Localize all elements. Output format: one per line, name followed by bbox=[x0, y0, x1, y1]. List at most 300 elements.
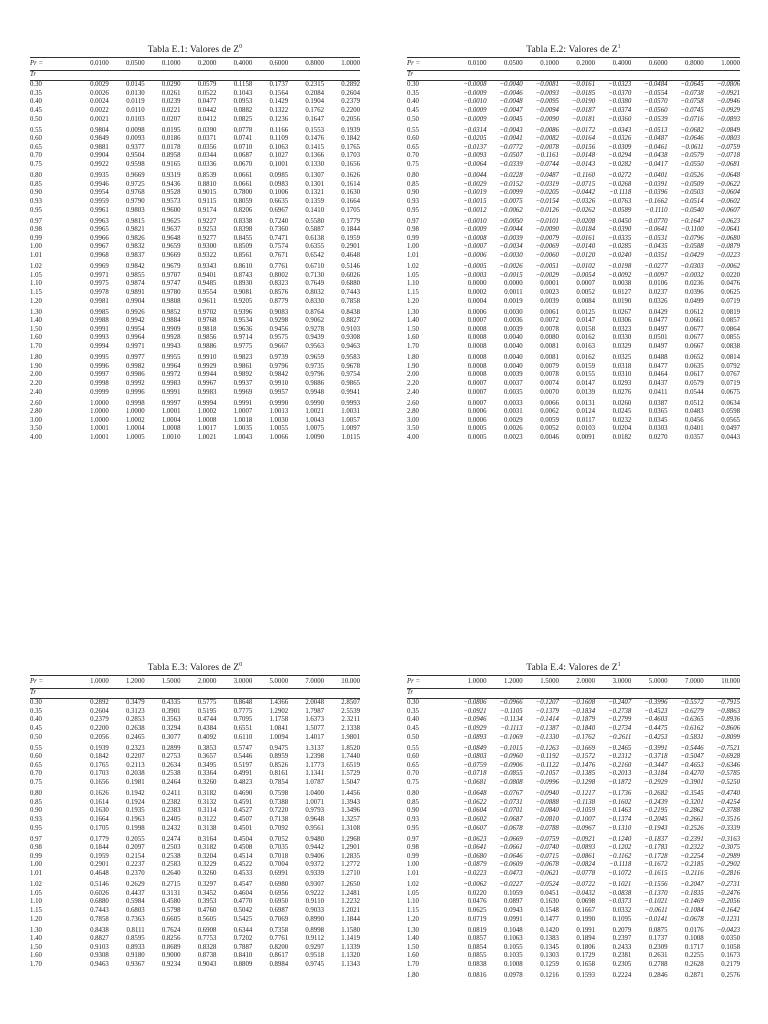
table-row bbox=[407, 907, 740, 916]
z-value-cell: 1.0002 bbox=[125, 416, 145, 424]
z-value-cell: 1.0071 bbox=[305, 798, 325, 806]
z-value-cell: 0.9165 bbox=[161, 161, 181, 169]
z-value-cell: 0.9554 bbox=[197, 288, 217, 296]
z-value-cell: 0.1729 bbox=[576, 952, 596, 960]
z-value-cell: 0.9892 bbox=[233, 371, 253, 379]
z-value-cell: 0.0195 bbox=[161, 126, 181, 134]
z-value-cell: 0.0270 bbox=[648, 434, 668, 442]
z-value-cell: 0.2538 bbox=[161, 770, 181, 778]
z-value-cell: 0.6110 bbox=[233, 733, 253, 741]
z-value-cell: −0.0314 bbox=[463, 126, 487, 134]
tr-value-cell: 0.65 bbox=[407, 143, 419, 151]
z-value-cell: 0.1548 bbox=[540, 906, 559, 914]
z-value-cell: 0.0026 bbox=[503, 425, 523, 433]
z-value-cell: 0.0007 bbox=[467, 317, 487, 325]
tr-spacer bbox=[486, 689, 522, 699]
z-value-cell: 0.2079 bbox=[612, 926, 632, 934]
z-value-cell: −0.0507 bbox=[499, 152, 523, 160]
z-value-cell: 0.7598 bbox=[269, 790, 289, 798]
z-value-cell: 0.0007 bbox=[467, 388, 487, 396]
z-value-cell: −0.3163 bbox=[716, 835, 740, 843]
z-value-cell: 0.1664 bbox=[90, 815, 109, 823]
z-value-cell: 1.3137 bbox=[305, 744, 325, 752]
z-value-cell: 0.7671 bbox=[269, 252, 289, 260]
z-value-cell: 0.2084 bbox=[305, 89, 325, 97]
z-value-cell: 1.0097 bbox=[341, 425, 360, 433]
z-value-cell: 0.9990 bbox=[305, 399, 325, 407]
z-value-cell: 0.0792 bbox=[721, 362, 740, 370]
z-value-cell: 0.0476 bbox=[721, 280, 740, 288]
tr-value-cell: 1.40 bbox=[407, 935, 419, 943]
table-row bbox=[407, 425, 740, 434]
z-value-cell: 0.2113 bbox=[126, 761, 145, 769]
z-value-cell: −0.1100 bbox=[680, 226, 704, 234]
z-value-cell: 0.0178 bbox=[161, 143, 181, 151]
table-row bbox=[407, 298, 740, 307]
z-value-cell: 0.0677 bbox=[685, 334, 704, 342]
z-value-cell: 0.9222 bbox=[305, 889, 325, 897]
z-value-cell: 0.1779 bbox=[90, 835, 109, 843]
z-value-cell: 0.9083 bbox=[269, 308, 289, 316]
z-value-cell: 0.2464 bbox=[161, 779, 181, 787]
z-value-cell: −0.2013 bbox=[608, 770, 632, 778]
table-row bbox=[30, 944, 360, 953]
z-value-cell: −0.0646 bbox=[499, 852, 523, 860]
z-value-cell: 0.1095 bbox=[612, 915, 632, 923]
tr-value-cell: 0.99 bbox=[30, 852, 42, 860]
z-value-cell: 0.9636 bbox=[233, 325, 253, 333]
z-value-cell: 0.2604 bbox=[341, 89, 360, 97]
z-value-cell: −0.0570 bbox=[644, 98, 668, 106]
tr-value-cell: 0.35 bbox=[30, 707, 42, 715]
z-value-cell: 0.9277 bbox=[197, 234, 217, 242]
z-value-cell: −0.0007 bbox=[463, 243, 487, 251]
z-value-cell: 0.0443 bbox=[721, 434, 740, 442]
z-value-cell: 0.4092 bbox=[197, 733, 217, 741]
z-value-cell: 0.9910 bbox=[197, 354, 217, 362]
tr-value-cell: 0.40 bbox=[407, 98, 419, 106]
table-row bbox=[407, 734, 740, 743]
z-value-cell: −0.0646 bbox=[680, 135, 704, 143]
z-value-cell: 0.0882 bbox=[233, 106, 253, 114]
z-value-cell: −0.0550 bbox=[680, 161, 704, 169]
tr-value-cell: 0.40 bbox=[30, 716, 42, 724]
pr-header-cell: 0.0500 bbox=[486, 58, 522, 71]
z-value-cell: 0.9659 bbox=[305, 354, 325, 362]
z-value-cell: 0.0080 bbox=[540, 334, 559, 342]
z-value-cell: 0.3132 bbox=[197, 798, 217, 806]
z-value-cell: 0.6980 bbox=[269, 881, 289, 889]
z-value-cell: 0.8648 bbox=[233, 699, 253, 707]
table-row bbox=[30, 289, 360, 298]
tr-value-cell: 1.05 bbox=[30, 889, 42, 897]
z-value-cell: 0.4648 bbox=[341, 252, 360, 260]
z-value-cell: −0.0009 bbox=[463, 115, 487, 123]
tr-value-cell: 1.90 bbox=[30, 362, 42, 370]
z-value-cell: 0.1844 bbox=[341, 226, 360, 234]
z-value-cell: 0.1043 bbox=[233, 89, 253, 97]
z-value-cell: 0.0652 bbox=[685, 354, 704, 362]
z-value-cell: 0.9971 bbox=[125, 343, 145, 351]
table-e3 bbox=[30, 675, 360, 970]
z-value-cell: 0.0040 bbox=[503, 334, 523, 342]
z-value-cell: −0.0223 bbox=[716, 252, 740, 260]
z-value-cell: 0.6542 bbox=[305, 252, 325, 260]
pr-header-cell: 0.8000 bbox=[288, 58, 324, 71]
z-value-cell: −0.0156 bbox=[571, 143, 596, 151]
z-value-cell: −0.0687 bbox=[499, 815, 523, 823]
z-value-cell: 0.1703 bbox=[341, 152, 360, 160]
table-row bbox=[407, 434, 740, 443]
z-value-cell: 0.9377 bbox=[125, 143, 145, 151]
z-value-cell: 0.3657 bbox=[197, 753, 217, 761]
tr-value-cell: 1.02 bbox=[407, 263, 419, 271]
z-value-cell: 0.3182 bbox=[197, 790, 217, 798]
z-value-cell: 0.3077 bbox=[161, 733, 181, 741]
z-value-cell: −0.0513 bbox=[644, 126, 668, 134]
z-value-cell: 1.0013 bbox=[269, 408, 289, 416]
z-value-cell: −0.2989 bbox=[716, 852, 740, 860]
z-value-cell: 0.9575 bbox=[269, 334, 289, 342]
z-value-cell: 0.9977 bbox=[125, 354, 145, 362]
z-value-cell: 1.0787 bbox=[305, 779, 325, 787]
z-value-cell: 0.9463 bbox=[341, 343, 360, 351]
z-value-cell: 0.0365 bbox=[648, 408, 668, 416]
z-value-cell: 0.8398 bbox=[233, 226, 253, 234]
z-value-cell: −0.0744 bbox=[535, 161, 559, 169]
z-value-cell: 0.7858 bbox=[90, 915, 109, 923]
z-value-cell: 0.9442 bbox=[305, 844, 325, 852]
z-value-cell: 0.1667 bbox=[576, 906, 596, 914]
z-value-cell: 0.0698 bbox=[576, 898, 596, 906]
z-value-cell: −0.0487 bbox=[644, 135, 668, 143]
z-value-cell: −0.1202 bbox=[608, 844, 632, 852]
z-value-cell: 0.7854 bbox=[269, 779, 289, 787]
z-value-cell: −0.0487 bbox=[535, 172, 559, 180]
z-value-cell: 0.0442 bbox=[197, 106, 217, 114]
z-value-cell: −0.0803 bbox=[716, 135, 740, 143]
z-value-cell: 0.9678 bbox=[341, 362, 360, 370]
table-row bbox=[30, 280, 360, 289]
z-value-cell: 0.1420 bbox=[540, 926, 559, 934]
z-value-cell: 0.2411 bbox=[162, 790, 181, 798]
z-value-cell: 0.0079 bbox=[540, 362, 559, 370]
z-value-cell: 0.9804 bbox=[90, 126, 109, 134]
z-value-cell: 0.7004 bbox=[269, 861, 289, 869]
pr-header-cell: 2.0000 bbox=[559, 676, 595, 689]
z-value-cell: −0.4740 bbox=[716, 790, 740, 798]
z-value-cell: 0.9679 bbox=[161, 263, 181, 271]
z-value-cell: 0.0033 bbox=[503, 399, 523, 407]
z-value-cell: 0.1564 bbox=[269, 89, 289, 97]
z-value-cell: 0.0093 bbox=[125, 135, 145, 143]
tr-value-cell: 2.60 bbox=[30, 399, 42, 407]
z-value-cell: −0.3991 bbox=[644, 744, 668, 752]
z-value-cell: 0.0411 bbox=[649, 388, 668, 396]
z-value-cell: −0.4270 bbox=[680, 770, 704, 778]
z-value-cell: 0.2224 bbox=[612, 972, 632, 980]
z-value-cell: 0.0687 bbox=[233, 152, 253, 160]
table-row bbox=[30, 389, 360, 398]
z-value-cell: 0.9300 bbox=[197, 243, 217, 251]
z-value-cell: −0.0120 bbox=[571, 252, 596, 260]
table-row bbox=[30, 425, 360, 434]
z-value-cell: 0.0062 bbox=[540, 408, 559, 416]
tr-value-cell: 0.99 bbox=[30, 234, 42, 242]
z-value-cell: −0.2734 bbox=[608, 724, 632, 732]
table-row bbox=[407, 243, 740, 252]
z-value-cell: 0.1166 bbox=[269, 126, 289, 134]
z-value-cell: 0.1303 bbox=[540, 952, 559, 960]
z-value-cell: 0.4527 bbox=[233, 807, 253, 815]
z-value-cell: 0.9985 bbox=[90, 308, 109, 316]
table-row bbox=[407, 898, 740, 907]
z-value-cell: 0.9563 bbox=[305, 343, 325, 351]
z-value-cell: −0.0946 bbox=[716, 98, 740, 106]
z-value-cell: 0.8764 bbox=[305, 308, 325, 316]
tr-value-cell: 1.50 bbox=[407, 325, 419, 333]
z-value-cell: 0.9852 bbox=[161, 308, 181, 316]
z-value-cell: 0.9964 bbox=[125, 334, 145, 342]
z-value-cell: 0.8827 bbox=[341, 317, 360, 325]
z-value-cell: 0.0008 bbox=[467, 362, 487, 370]
z-value-cell: 0.9941 bbox=[341, 388, 360, 396]
z-value-cell: 0.9998 bbox=[90, 379, 109, 387]
z-value-cell: −0.2185 bbox=[680, 861, 704, 869]
tr-value-cell: 1.10 bbox=[30, 898, 42, 906]
z-value-cell: 0.9961 bbox=[90, 206, 109, 214]
z-value-cell: 0.3123 bbox=[125, 707, 145, 715]
z-value-cell: 0.8617 bbox=[269, 952, 289, 960]
z-value-cell: 0.0239 bbox=[161, 98, 181, 106]
z-value-cell: −0.0921 bbox=[463, 707, 487, 715]
tr-value-cell: 1.10 bbox=[407, 898, 419, 906]
z-value-cell: 0.1006 bbox=[269, 189, 289, 197]
z-value-cell: 1.0000 bbox=[90, 408, 109, 416]
z-value-cell: −0.0622 bbox=[463, 798, 487, 806]
pr-header-cell: 3.0000 bbox=[216, 676, 252, 689]
z-value-cell: −0.0030 bbox=[499, 252, 523, 260]
z-value-cell: 0.5042 bbox=[233, 906, 253, 914]
z-value-cell: 0.0816 bbox=[467, 972, 487, 980]
table-row bbox=[407, 725, 740, 734]
z-value-cell: 0.9965 bbox=[90, 226, 109, 234]
z-value-cell: 0.0857 bbox=[467, 935, 487, 943]
z-value-cell: 0.1842 bbox=[90, 753, 109, 761]
z-value-cell: 0.7761 bbox=[269, 935, 289, 943]
z-value-cell: 0.9994 bbox=[90, 343, 109, 351]
z-value-cell: 1.0005 bbox=[125, 434, 145, 442]
z-value-cell: −0.1602 bbox=[608, 798, 632, 806]
z-value-cell: 0.1429 bbox=[269, 98, 289, 106]
z-value-cell: 0.0345 bbox=[648, 416, 668, 424]
z-value-cell: 0.1737 bbox=[269, 81, 289, 89]
z-value-cell: −0.3201 bbox=[680, 798, 704, 806]
z-value-cell: 0.3479 bbox=[125, 699, 145, 707]
pr-label: Pr = bbox=[30, 676, 73, 689]
z-value-cell: 0.9598 bbox=[125, 161, 145, 169]
z-value-cell: 0.0617 bbox=[685, 371, 704, 379]
z-value-cell: −0.0759 bbox=[716, 143, 740, 151]
z-value-cell: −0.0996 bbox=[535, 779, 559, 787]
z-value-cell: −0.0604 bbox=[716, 189, 740, 197]
z-value-cell: −0.0438 bbox=[644, 152, 668, 160]
tr-spacer bbox=[704, 71, 740, 81]
z-value-cell: −0.0095 bbox=[535, 98, 559, 106]
z-value-cell: −0.0227 bbox=[499, 881, 523, 889]
z-value-cell: 0.3294 bbox=[161, 724, 181, 732]
z-value-cell: 0.4504 bbox=[233, 835, 253, 843]
z-value-cell: 0.9826 bbox=[125, 234, 145, 242]
z-value-cell: −0.1069 bbox=[499, 733, 523, 741]
z-value-cell: −0.0921 bbox=[571, 835, 596, 843]
z-value-cell: −0.1059 bbox=[571, 807, 596, 815]
z-value-cell: 0.8743 bbox=[233, 271, 253, 279]
z-value-cell: 0.9062 bbox=[305, 317, 325, 325]
z-value-cell: 1.2968 bbox=[341, 835, 360, 843]
z-value-cell: 0.1894 bbox=[576, 935, 596, 943]
z-value-cell: 0.9637 bbox=[161, 226, 181, 234]
tr-value-cell: 0.75 bbox=[30, 161, 42, 169]
tr-value-cell: 0.50 bbox=[407, 733, 419, 741]
table-row bbox=[407, 699, 740, 708]
table-row bbox=[30, 198, 360, 207]
z-value-cell: 0.0854 bbox=[467, 943, 487, 951]
table-row bbox=[407, 890, 740, 899]
z-value-cell: −0.0767 bbox=[499, 790, 523, 798]
z-value-cell: −0.0090 bbox=[535, 115, 559, 123]
tr-value-cell: 1.02 bbox=[30, 881, 42, 889]
z-value-cell: −0.6928 bbox=[716, 753, 740, 761]
z-value-cell: −0.6346 bbox=[716, 761, 740, 769]
z-value-cell: 0.0081 bbox=[540, 354, 559, 362]
table-row bbox=[30, 397, 360, 408]
z-value-cell: −0.0044 bbox=[499, 226, 523, 234]
z-value-cell: 0.0035 bbox=[503, 388, 523, 396]
z-value-cell: 0.1942 bbox=[125, 790, 145, 798]
z-value-cell: 0.0052 bbox=[576, 288, 596, 296]
table-row bbox=[407, 235, 740, 244]
z-value-cell: −0.0373 bbox=[608, 898, 632, 906]
z-value-cell: 0.2901 bbox=[341, 243, 360, 251]
z-value-cell: 0.9796 bbox=[305, 371, 325, 379]
pr-header-cell: 0.6000 bbox=[631, 58, 667, 71]
z-value-cell: 0.0026 bbox=[90, 89, 109, 97]
tr-spacer bbox=[109, 71, 145, 81]
z-value-cell: 0.0875 bbox=[648, 926, 668, 934]
table-row bbox=[30, 363, 360, 372]
tr-value-cell: 0.97 bbox=[407, 217, 419, 225]
z-value-cell: 0.9322 bbox=[197, 252, 217, 260]
z-value-cell: 0.0176 bbox=[685, 926, 704, 934]
z-value-cell: 0.1656 bbox=[341, 161, 360, 169]
z-value-cell: −0.0064 bbox=[463, 161, 487, 169]
z-value-cell: −0.7521 bbox=[716, 744, 740, 752]
tr-value-cell: 1.40 bbox=[407, 317, 419, 325]
z-value-cell: 0.9884 bbox=[161, 317, 181, 325]
table-row bbox=[407, 317, 740, 326]
z-value-cell: 0.9994 bbox=[197, 399, 217, 407]
z-value-cell: −0.0432 bbox=[571, 889, 596, 897]
z-value-cell: 0.2397 bbox=[612, 935, 632, 943]
z-value-cell: 0.0074 bbox=[540, 379, 559, 387]
z-value-cell: 0.1717 bbox=[685, 943, 704, 951]
z-value-cell: 1.5047 bbox=[341, 779, 360, 787]
z-value-cell: 1.3496 bbox=[341, 807, 360, 815]
tr-spacer bbox=[595, 71, 631, 81]
z-value-cell: 1.2232 bbox=[341, 898, 360, 906]
tr-value-cell: 1.70 bbox=[407, 343, 419, 351]
z-value-cell: 0.8810 bbox=[197, 180, 217, 188]
z-value-cell: −0.0514 bbox=[680, 197, 704, 205]
tr-value-cell: 0.80 bbox=[407, 172, 419, 180]
z-value-cell: 0.0000 bbox=[503, 280, 523, 288]
z-value-cell: 0.9174 bbox=[197, 206, 217, 214]
z-value-cell: −0.1122 bbox=[536, 761, 559, 769]
z-value-cell: −0.2116 bbox=[680, 870, 704, 878]
z-value-cell: 0.8998 bbox=[305, 926, 325, 934]
z-value-cell: 0.0019 bbox=[503, 297, 523, 305]
z-value-cell: −0.0946 bbox=[463, 716, 487, 724]
z-value-cell: 0.5146 bbox=[90, 881, 109, 889]
table-e2 bbox=[407, 57, 740, 443]
z-value-cell: −0.0019 bbox=[463, 189, 487, 197]
tr-value-cell: 2.20 bbox=[30, 379, 42, 387]
z-value-cell: 1.0090 bbox=[305, 434, 325, 442]
z-value-cell: 0.3204 bbox=[197, 852, 217, 860]
table-row bbox=[30, 116, 360, 125]
z-value-cell: 0.0008 bbox=[467, 354, 487, 362]
z-value-cell: 1.0001 bbox=[90, 425, 109, 433]
z-value-cell: −0.0861 bbox=[571, 852, 596, 860]
z-value-cell: 0.0719 bbox=[721, 297, 740, 305]
z-value-cell: 0.1737 bbox=[648, 935, 668, 943]
table-row bbox=[407, 289, 740, 298]
z-value-cell: 0.0719 bbox=[721, 379, 740, 387]
z-value-cell: 0.0499 bbox=[685, 297, 704, 305]
tr-value-cell: 1.30 bbox=[407, 926, 419, 934]
table-row bbox=[30, 799, 360, 808]
z-value-cell: 0.0371 bbox=[197, 135, 217, 143]
z-value-cell: −0.0339 bbox=[499, 161, 523, 169]
z-value-cell: 1.0010 bbox=[161, 434, 181, 442]
z-value-cell: 0.2255 bbox=[685, 952, 704, 960]
z-value-cell: 0.2097 bbox=[125, 844, 145, 852]
tr-value-cell: 0.50 bbox=[30, 733, 42, 741]
tr-value-cell: 1.02 bbox=[407, 881, 419, 889]
table-row bbox=[30, 779, 360, 788]
z-value-cell: −0.2902 bbox=[716, 861, 740, 869]
z-value-cell: 1.5077 bbox=[305, 724, 325, 732]
z-value-cell: 0.1476 bbox=[305, 135, 325, 143]
z-value-cell: −0.0343 bbox=[608, 126, 632, 134]
tr-value-cell: 4.00 bbox=[30, 434, 42, 442]
z-value-cell: 0.0023 bbox=[540, 288, 559, 296]
z-value-cell: −0.1762 bbox=[571, 733, 596, 741]
z-value-cell: 1.0001 bbox=[161, 408, 181, 416]
z-value-cell: −0.4603 bbox=[644, 716, 668, 724]
z-value-cell: 0.7388 bbox=[269, 798, 289, 806]
table-row bbox=[407, 970, 740, 981]
z-value-cell: 0.7358 bbox=[269, 926, 289, 934]
z-value-cell: 0.7574 bbox=[269, 243, 289, 251]
table-row bbox=[30, 124, 360, 135]
pr-header-cell: 0.0100 bbox=[73, 58, 109, 71]
tr-value-cell: 0.80 bbox=[407, 790, 419, 798]
z-value-cell: −0.0929 bbox=[463, 724, 487, 732]
tr-value-cell: 1.20 bbox=[30, 915, 42, 923]
z-value-cell: 0.9808 bbox=[161, 297, 181, 305]
